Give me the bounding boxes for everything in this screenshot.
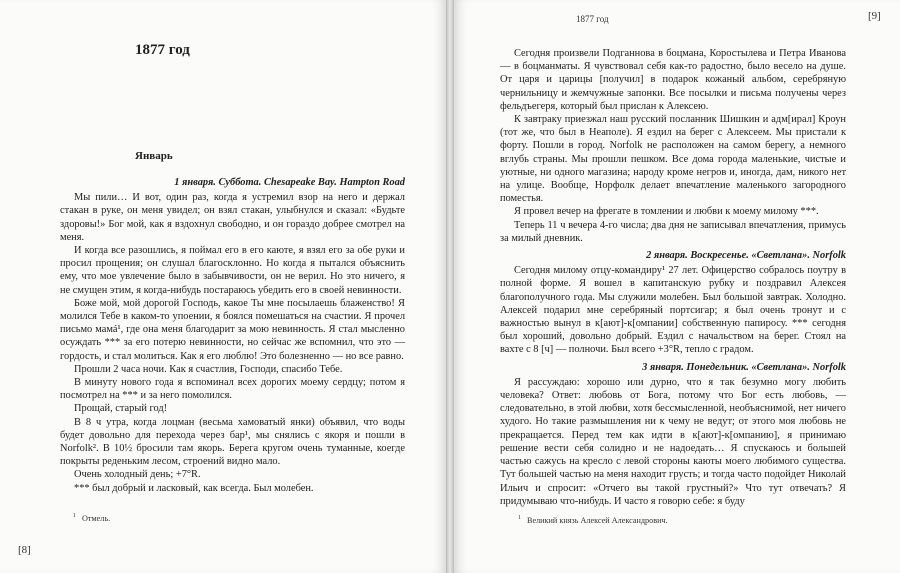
paragraph: К завтраку приезжал наш русский посланник Шишкин и адм[ирал] Кроун (тот же, что был в Неаполе). Я ездил на берег с Алексеем. Мы пристали к форту. Пошли в город. Norfolk не расположен на самом берегу, а немного вглубь страны. Мы прошли пешком. Все дома города маленькие, чистые и уютные, ни одного магазина; народу кроме негров и, иногда, дам, никого нет на улице. Вообще, Норфолк делает впечатление маленького загородного поместья. (500, 114, 846, 205)
footnote-text: Отмель. (82, 514, 111, 523)
month-heading: Январь (135, 150, 173, 162)
page-number: [8] (18, 544, 31, 556)
paragraph: Прошли 2 часа ночи. Как я счастлив, Господи, спасибо Тебе. (74, 363, 343, 375)
footnote-text: Великий князь Алексей Александрович. (527, 516, 668, 525)
paragraph: Боже мой, мой дорогой Господь, какое Ты мне посылаешь блаженство! Я молился Тебе в каком-то упоении, я боялся помешаться на счастии. Я прочел письмо мамá¹, где она меня благодарит за мою невинность. Я стал мысленно осуждать *** за его потерю невинности, но сейчас же вспомнил, что это — гордость, и стал молиться. Как я его люблю! Это болезненно — но все равно. (60, 297, 405, 362)
running-head: 1877 год (576, 14, 609, 24)
paragraph: Очень холодный день; +7°R. (74, 469, 201, 481)
paragraph: Прощай, старый год! (74, 403, 168, 415)
book-gutter (446, 0, 454, 573)
paragraph: В 8 ч утра, когда лоцман (весьма хамоватый янки) объявил, что воды будет довольно для перехода через бар¹, мы снялись с якоря и пошли в Norfolk². В 10½ бросили там якорь. Берега кругом очень туманные, коегде покрыты реденьким лесом, строений видно мало. (60, 416, 405, 468)
paragraph: Мы пили… И вот, один раз, когда я устремил взор на него и держал стакан в руке, он меня увидел; он взял стакан, улыбнулся и сказал: «Будьте здоровы!» Бог мой, как я вздохнул свободно, и он гораздо добрее смотрел на меня. (60, 192, 405, 243)
right-body-text (500, 47, 846, 508)
footnote (518, 516, 668, 525)
paragraph: В минуту нового года я вспоминал всех дорогих моему сердцу; потом я посмотрел на *** и за него помолился. (60, 377, 405, 402)
paragraph: Сегодня милому отцу-командиру¹ 27 лет. Офицерство собралось поутру в полной форме. Я вошел в капитанскую рубку и поздравил Алексея благополучного года. Мы служили молебен. Был большой завтрак. Холодно. Алексей подарил мне серебряный портсигар; я был очень тронут и с важностью вынул в к[ают]-к[омпании] собственную папиросу. *** сегодня был хороший, довольно добрый. Ездил с начальством на берег. Стоял на вахте с 8 [ч] — полночи. Был всего +3°R, тепло с градом. (500, 265, 846, 356)
paragraph: Сегодня произвели Подганнова в боцмана, Коростылева и Петра Иванова — в боцманматы. Я чувствовал себя как-то радостно, было весело на душе. От царя и царицы [получил] в подарок кожаный альбом, серебряную чернильницу и жемчужные запонки. Все посылки и письма получены через фельдъегеря, который был прислан к Алексею. (500, 48, 846, 112)
paragraph: *** был добрый и ласковый, как всегда. Был молебен. (74, 482, 314, 494)
left-page (0, 0, 446, 573)
entry-heading: 3 января. Понедельник. «Светлана». Norfolk (642, 361, 846, 373)
paragraph: Теперь 11 ч вечера 4-го числа; два дня не записывал впечатления, примусь за милый дневник. (500, 219, 846, 244)
entry-heading: 1 января. Суббота. Chesapeake Bay. Hampton Road (174, 177, 405, 188)
footnote (73, 514, 110, 523)
right-page (454, 0, 900, 573)
footnote-mark: 1 (73, 513, 76, 520)
paragraph: И когда все разошлись, я поймал его в его каюте, я взял его за обе руки и просил прощения; он слушал благосклонно. Но когда я пытался объяснить ему, что мое увлечение было в забывчивости, он не верил. Но это ничего, я не смущен этим, я когда-нибудь постараюсь убедить его в своей невинности. (60, 245, 405, 296)
paragraph: Я рассуждаю: хорошо или дурно, что я так безумно могу любить человека? Ответ: любовь от Бога, потому что Бог есть любовь, — следовательно, в этой любви, хотя бессмысленной, необъяснимой, нет ничего худого. Но такие размышления ни к чему не ведут; от этого моя любовь не прекращается. Перед тем как идти в к[ают]-к[омпанию], я принимаю решение вести себя солидно и не надоедать… Я спускаюсь и большей частью сажусь на кресло с левой стороны каюты моего любимого существа. Тут большей частью на меня находит грусть; и тогда часто подойдет Николай Ильич и спросит: «Отчего вы такой грустный?» Что тут отвечать? Я придумываю что-нибудь. И часто я говорю себе: я буду (500, 376, 846, 507)
left-body-text (60, 172, 405, 495)
page-number: [9] (868, 10, 881, 22)
entry-heading: 2 января. Воскресенье. «Светлана». Norfolk (646, 250, 846, 262)
paragraph: Я провел вечер на фрегате в томлении и любви к моему милому ***. (514, 206, 819, 218)
footnote-mark: 1 (518, 515, 521, 522)
chapter-title: 1877 год (135, 42, 190, 58)
